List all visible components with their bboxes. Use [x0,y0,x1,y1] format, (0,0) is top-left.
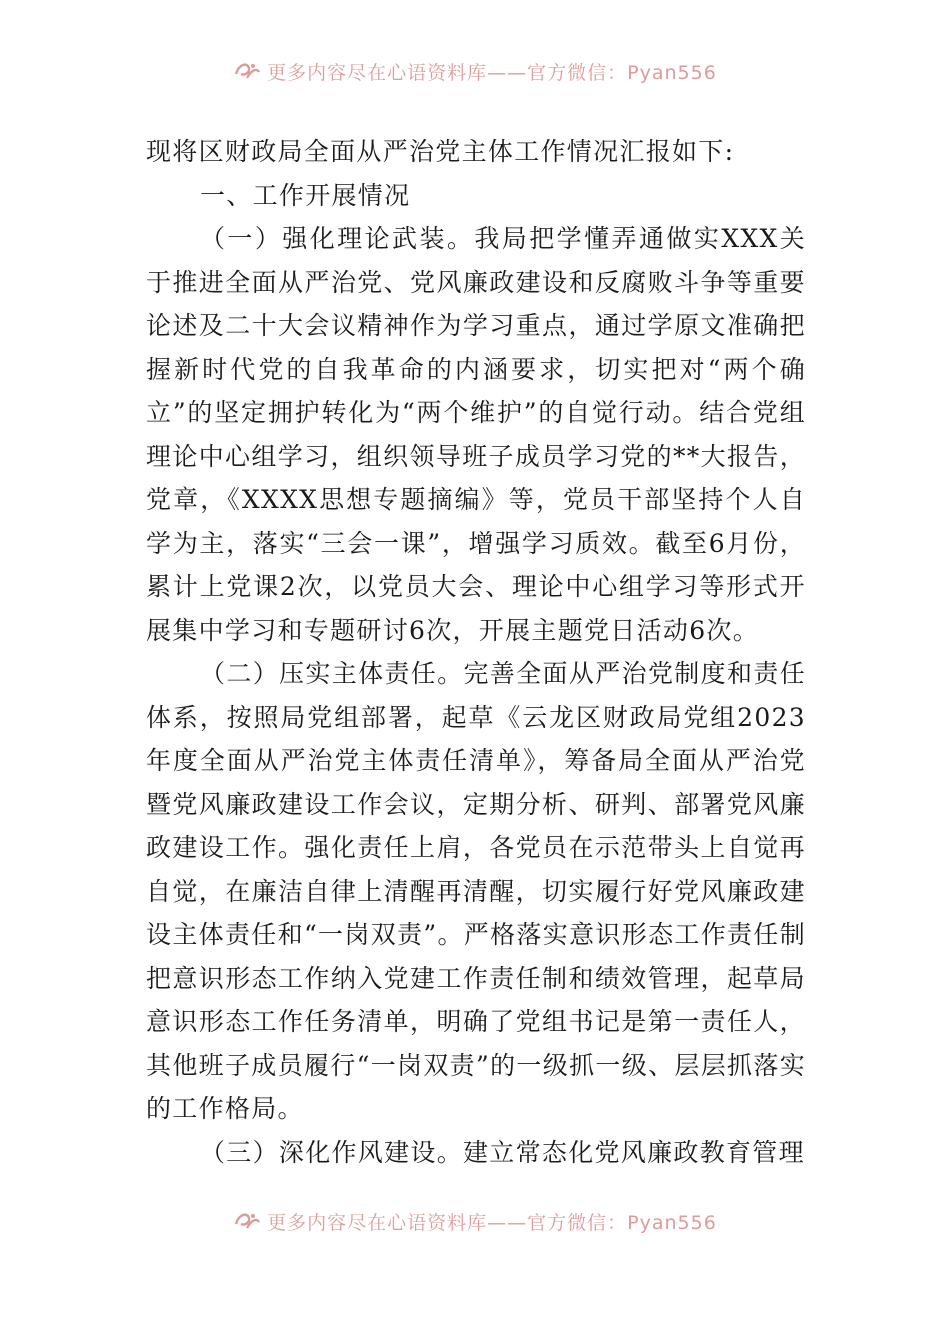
paragraph-3: （三）深化作风建设。建立常态化党风廉政教育管理 [200,1137,805,1167]
watermark-header [0,56,950,86]
watermark-text: 更多内容尽在心语资料库——官方微信：Pyan556 [267,1211,717,1234]
document-body [146,130,806,1174]
watermark-text: 更多内容尽在心语资料库——官方微信：Pyan556 [267,61,717,84]
section-heading: 一、工作开展情况 [200,180,411,210]
paragraph-2: （二）压实主体责任。完善全面从严治党制度和责任体系，按照局党组部署，起草《云龙区财政局党组2023年度全面从严治党主体责任清单》，筹备局全面从严治党暨党风廉政建设工作会议，定期分析、研判、部署党风廉政建设工作。强化责任上肩，各党员在示范带头上自觉再自觉，在廉洁自律上清醒再清醒，切实履行好党风廉政建设主体责任和“一岗双责”。严格落实意识形态工作责任制把意识形态工作纳入党建工作责任制和绩效管理，起草局意识形态工作任务清单，明确了党组书记是第一责任人，其他班子成员履行“一岗双责”的一级抓一级、层层抓落实的工作格局。 [146,659,806,1123]
intro-paragraph: 现将区财政局全面从严治党主体工作情况汇报如下: [146,137,735,166]
watermark-logo-icon [233,1210,261,1232]
paragraph-1: （一）强化理论武装。我局把学懂弄通做实XXX关于推进全面从严治党、党风廉政建设和反腐败斗争等重要论述及二十大会议精神作为学习重点，通过学原文准确把握新时代党的自我革命的内涵要求，切实把对“两个确立”的坚定拥护转化为“两个维护”的自觉行动。结合党组理论中心组学习，组织领导班子成员学习党的**大报告，党章，《XXXX思想专题摘编》等，党员干部坚持个人自学为主，落实“三会一课”，增强学习质效。截至6月份，累计上党课2次，以党员大会、理论中心组学习等形式开展集中学习和专题研讨6次，开展主题党日活动6次。 [146,224,806,645]
watermark-logo-icon [233,60,261,82]
watermark-footer [0,1206,950,1236]
